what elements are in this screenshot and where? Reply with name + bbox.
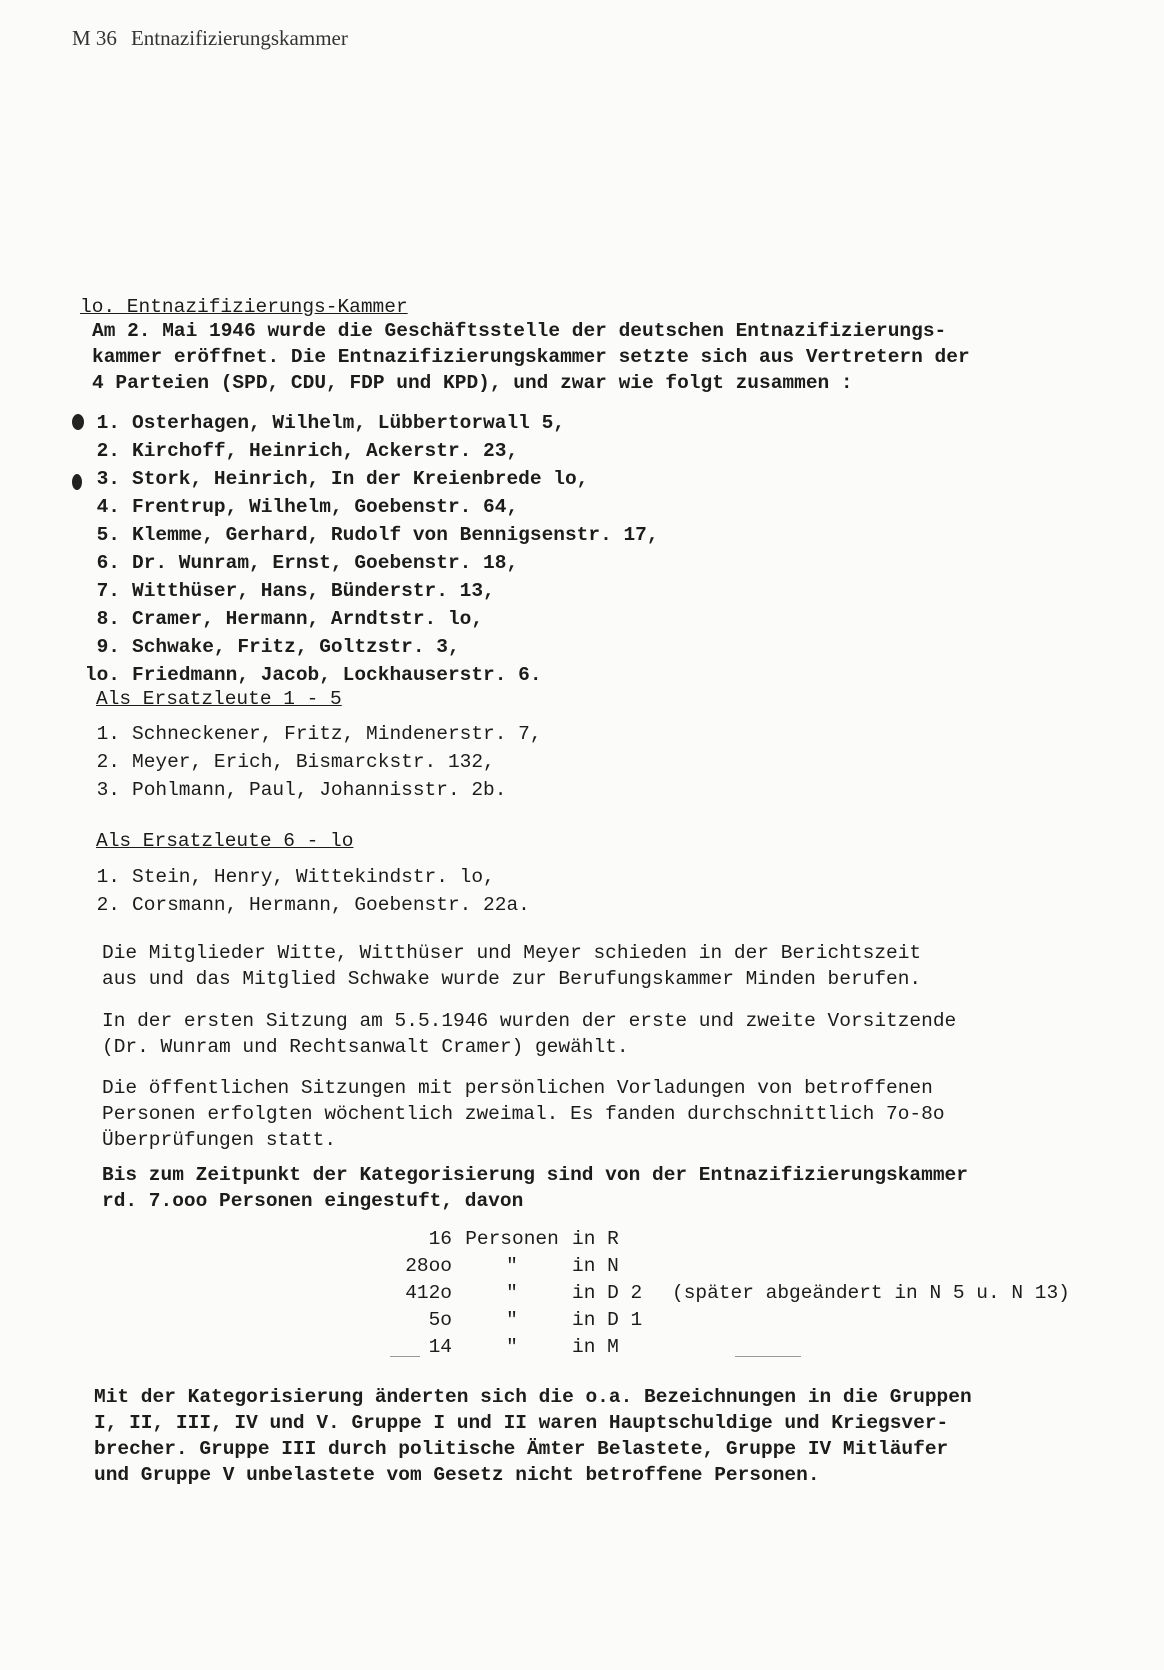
member-list (80, 409, 659, 689)
document-title: Entnazifizierungskammer (130, 26, 348, 50)
intro-line: kammer eröffnet. Die Entnazifizierungskammer setzte sich aus Vertretern der (92, 346, 970, 368)
table-row: 5o " in D 1 (428, 1309, 643, 1331)
table-row: 412o " in D 2 (später abgeändert in N 5 u. N 13) (405, 1282, 1070, 1304)
list-item: 9. Schwake, Fritz, Goltzstr. 3, (96, 636, 460, 658)
list-item: 3. Pohlmann, Paul, Johannisstr. 2b. (96, 779, 507, 801)
categorization-table (390, 1226, 1070, 1361)
intro-paragraph (92, 318, 1102, 396)
document-number: M 36 (72, 26, 117, 50)
list-item: 1. Schneckener, Fritz, Mindenerstr. 7, (96, 723, 542, 745)
intro-line: Am 2. Mai 1946 wurde die Geschäftsstelle der deutschen Entnazifizierungs- (92, 320, 947, 342)
intro-line: 4 Parteien (SPD, CDU, FDP und KPD), und zwar wie folgt zusammen : (92, 372, 853, 394)
list-item: 4. Frentrup, Wilhelm, Goebenstr. 64, (96, 496, 519, 518)
paragraph-first-session: In der ersten Sitzung am 5.5.1946 wurden der erste und zweite Vorsitzende (Dr. Wunram und Rechtsanwalt Cramer) gewählt. (102, 1010, 957, 1058)
list-item: 5. Klemme, Gerhard, Rudolf von Bennigsenstr. 17, (96, 524, 659, 546)
divider (735, 1356, 801, 1357)
list-item: 3. Stork, Heinrich, In der Kreienbrede lo, (96, 468, 589, 490)
paragraph-departures: Die Mitglieder Witte, Witthüser und Meyer schieden in der Berichtszeit aus und das Mitglied Schwake wurde zur Berufungskammer Minden berufen. (102, 942, 922, 990)
table-row: 28oo " in N (405, 1255, 619, 1277)
section-heading: lo. Entnazifizierungs-Kammer (80, 296, 408, 318)
list-item: 2. Kirchoff, Heinrich, Ackerstr. 23, (96, 440, 519, 462)
closing-paragraph: Mit der Kategorisierung änderten sich die o.a. Bezeichnungen in die Gruppen I, II, III, IV und V. Gruppe I und II waren Hauptschuldige und Kriegsver- brecher. Gruppe III durch politische Ämter Belastete, Gruppe IV Mitläufer und Gruppe V unbelastete vom Gesetz nicht betroffene Personen. (94, 1386, 972, 1486)
list-item: 8. Cramer, Hermann, Arndtstr. lo, (96, 608, 484, 630)
alternates-list-1 (80, 720, 542, 804)
alternates-list-2 (80, 863, 530, 919)
list-item: 6. Dr. Wunram, Ernst, Goebenstr. 18, (96, 552, 519, 574)
alternates-heading-2: Als Ersatzleute 6 - lo (96, 830, 354, 852)
list-item: lo. Friedmann, Jacob, Lockhauserstr. 6. (84, 664, 542, 686)
table-row: 14 " in M (428, 1336, 619, 1358)
list-item: 7. Witthüser, Hans, Bünderstr. 13, (96, 580, 495, 602)
list-item: 2. Meyer, Erich, Bismarckstr. 132, (96, 751, 495, 773)
table-row: 16 Personen in R (428, 1228, 619, 1250)
paragraph-public-sessions: Die öffentlichen Sitzungen mit persönlichen Vorladungen von betroffenen Personen erfolgten wöchentlich zweimal. Es fanden durchschnittlich 7o-8o Überprüfungen statt. (102, 1077, 945, 1151)
alternates-heading-1: Als Ersatzleute 1 - 5 (96, 688, 342, 710)
divider (390, 1356, 420, 1357)
list-item: 1. Stein, Henry, Wittekindstr. lo, (96, 866, 495, 888)
list-item: 2. Corsmann, Hermann, Goebenstr. 22a. (96, 894, 530, 916)
list-item: 1. Osterhagen, Wilhelm, Lübbertorwall 5, (96, 412, 565, 434)
paragraph-categorization: Bis zum Zeitpunkt der Kategorisierung sind von der Entnazifizierungskammer rd. 7.ooo Personen eingestuft, davon (102, 1164, 968, 1212)
page-header (72, 26, 362, 51)
